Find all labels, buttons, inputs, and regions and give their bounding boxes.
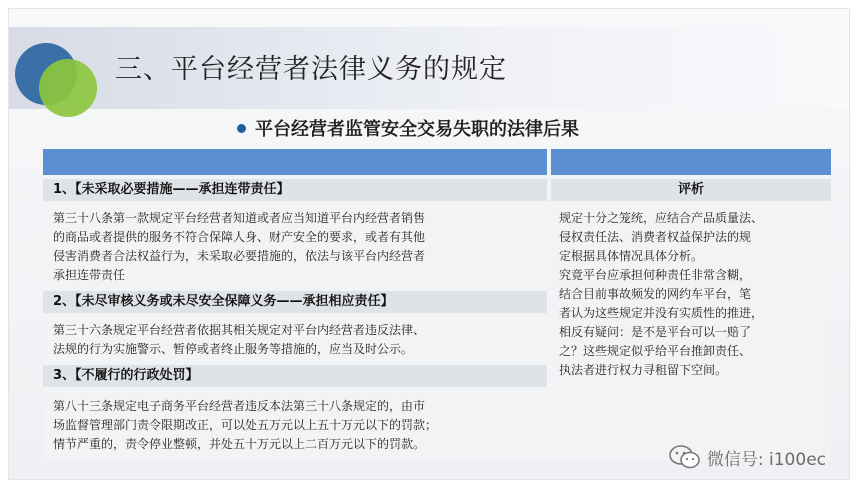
bullet-icon: [237, 124, 246, 133]
section-3-body: [53, 397, 543, 454]
section-2-line: 法规的行为实施警示、暂停或者终止服务等措施的，应当及时公示。: [53, 342, 414, 356]
evaluation-column: [551, 179, 831, 461]
evaluation-line: 执法者进行权力寻租留下空间。: [559, 363, 728, 377]
section-3-heading: 3、【不履行的行政处罚】: [43, 365, 547, 387]
section-3-line: 情节严重的，责令停业整顿，并处五十万元以上二百万元以下的罚款。: [53, 437, 426, 451]
wechat-watermark: [669, 444, 826, 470]
evaluation-line: 侵权责任法、消费者权益保护法的规: [559, 230, 752, 244]
section-2-line: 第三十六条规定平台经营者依据其相关规定对平台内经营者违反法律、: [53, 323, 426, 337]
evaluation-line: 者认为这些规定并没有实质性的推进，: [559, 306, 764, 320]
wechat-icon: [669, 444, 701, 470]
evaluation-line: 相反有疑问：是不是平台可以一赔了: [559, 325, 752, 339]
legal-table: [43, 149, 831, 461]
section-2-body: [53, 321, 543, 359]
table-header-right: [551, 149, 831, 175]
evaluation-line: 之？这些规定似乎给平台推卸责任、: [559, 344, 752, 358]
evaluation-line: 结合目前事故频发的网约车平台，笔: [559, 287, 752, 301]
section-3-line: 第八十三条规定电子商务平台经营者违反本法第三十八条规定的，由市: [53, 399, 426, 413]
evaluation-line: 究竟平台应承担何种责任非常含糊，: [559, 268, 752, 282]
section-1-body: [53, 209, 543, 285]
section-2-heading: 2、【未尽审核义务或未尽安全保障义务——承担相应责任】: [43, 291, 547, 313]
slide-subtitle: [237, 115, 579, 141]
evaluation-body: [559, 209, 827, 380]
watermark-text: 微信号: i100ec: [706, 449, 826, 470]
green-circle-decoration: [39, 59, 97, 117]
section-1-heading: 1、【未采取必要措施——承担连带责任】: [43, 179, 547, 201]
subtitle-text: 平台经营者监管安全交易失职的法律后果: [255, 119, 579, 140]
evaluation-line: 定根据具体情况具体分析。: [559, 249, 704, 263]
section-1-line: 承担连带责任: [53, 268, 126, 282]
slide-title: 三、平台经营者法律义务的规定: [115, 54, 507, 85]
table-header-row: [43, 149, 831, 175]
evaluation-heading: 评析: [551, 179, 831, 201]
slide: [8, 8, 850, 480]
section-1-line: 的商品或者提供的服务不符合保障人身、财产安全的要求，或者有其他: [53, 230, 426, 244]
section-1-line: 第三十八条第一款规定平台经营者知道或者应当知道平台内经营者销售: [53, 211, 426, 225]
evaluation-line: 规定十分之笼统，应结合产品质量法、: [559, 211, 764, 225]
section-3-line: 场监督管理部门责令限期改正，可以处五万元以上五十万元以下的罚款；: [53, 418, 438, 432]
section-1-line: 侵害消费者合法权益行为，未采取必要措施的，依法与该平台内经营者: [53, 249, 426, 263]
table-header-left: [43, 149, 547, 175]
